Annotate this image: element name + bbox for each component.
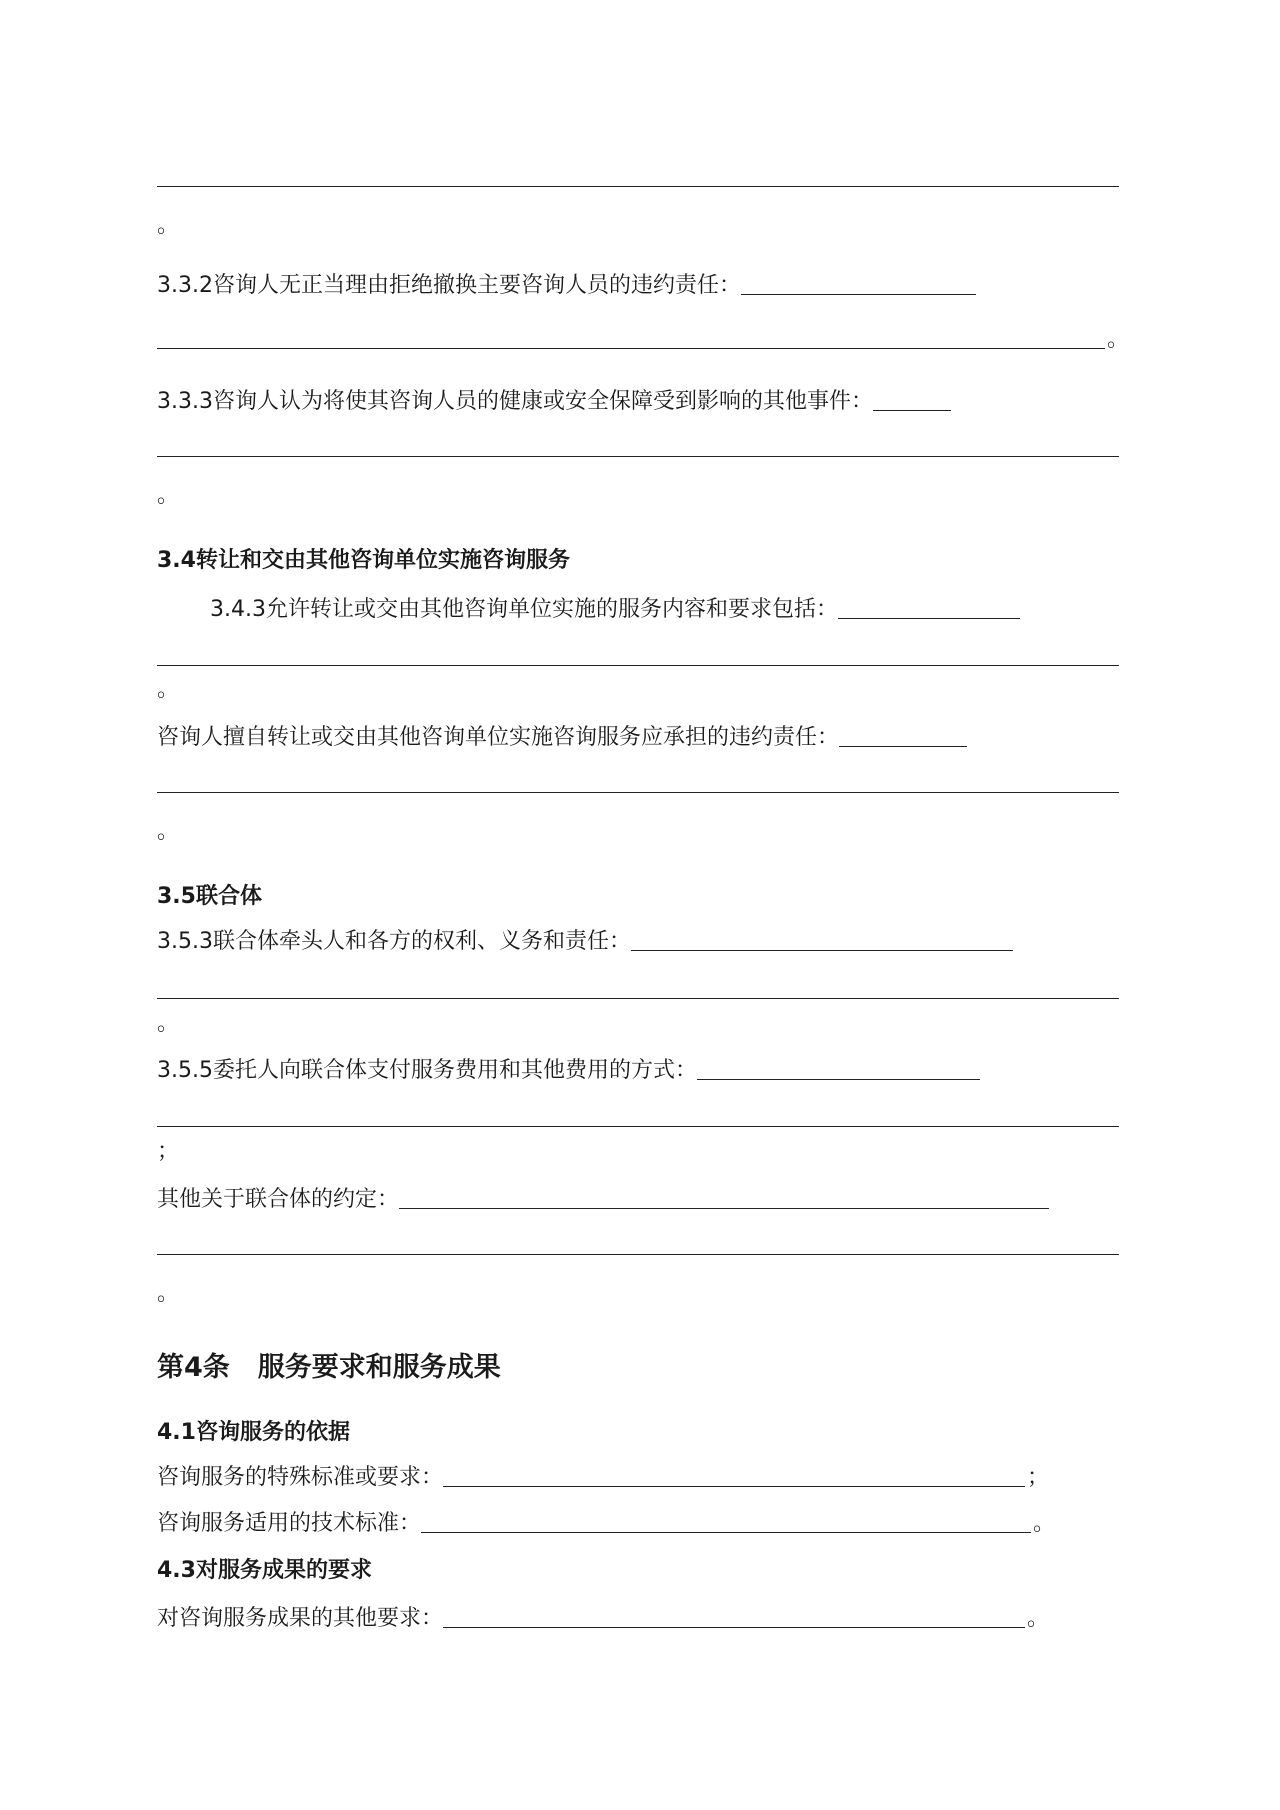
end-punctuation: 。 [1027,1606,1050,1631]
fill-blank[interactable] [873,410,951,411]
article-4-title: 服务要求和服务成果 [257,1352,501,1383]
fill-blank[interactable] [697,1079,980,1080]
clause-3-5-other [157,1180,1049,1214]
clause-3-4-liability [157,718,967,752]
fill-blank[interactable] [631,950,1013,951]
fill-blank-line[interactable] [157,1126,1119,1127]
tech-standards-label: 咨询服务适用的技术标准： [157,1511,422,1536]
end-punctuation: 。 [157,1011,180,1036]
tech-standards-row [157,1504,1055,1538]
fill-blank-line[interactable] [157,1254,1119,1255]
article-4-heading [157,1342,501,1382]
fill-blank[interactable] [443,1486,1025,1487]
end-punctuation: 。 [1107,327,1130,352]
clause-3-4-3 [210,590,1020,624]
end-punctuation: 。 [157,677,180,702]
fill-blank[interactable] [741,294,976,295]
clause-3-5-other-label: 其他关于联合体的约定： [157,1187,400,1212]
clause-3-4-liability-label: 咨询人擅自转让或交由其他咨询单位实施咨询服务应承担的违约责任： [157,725,840,750]
fill-blank[interactable] [838,618,1020,619]
clause-3-5-5-label: 3.5.5委托人向联合体支付服务费用和其他费用的方式： [157,1058,697,1083]
section-3-5-heading [157,877,262,911]
fill-blank-line[interactable] [157,186,1119,187]
section-3-5-title: 3.5联合体 [157,884,262,909]
clause-3-3-3 [157,382,951,416]
clause-3-3-2-continuation [157,320,1129,354]
end-punctuation: 。 [157,213,180,238]
other-requirements-row [157,1599,1049,1633]
special-standards-row [157,1458,1049,1492]
clause-3-3-2-label: 3.3.2咨询人无正当理由拒绝撤换主要咨询人员的违约责任： [157,273,741,298]
end-punctuation: ； [1027,1465,1050,1490]
fill-blank[interactable] [839,746,967,747]
section-4-3-heading [157,1551,372,1585]
section-3-4-title: 3.4转让和交由其他咨询单位实施咨询服务 [157,548,570,573]
clause-3-4-3-label: 3.4.3允许转让或交由其他咨询单位实施的服务内容和要求包括： [210,597,838,622]
clause-3-5-5 [157,1051,980,1085]
fill-blank[interactable] [421,1532,1031,1533]
fill-blank[interactable] [399,1208,1049,1209]
end-punctuation: ； [157,1139,180,1164]
fill-blank-line[interactable] [157,456,1119,457]
clause-3-3-3-label: 3.3.3咨询人认为将使其咨询人员的健康或安全保障受到影响的其他事件： [157,389,873,414]
section-3-4-heading [157,541,570,575]
end-punctuation: 。 [157,1281,180,1306]
end-punctuation: 。 [1033,1511,1056,1536]
end-punctuation: 。 [157,819,180,844]
end-punctuation: 。 [157,483,180,508]
fill-blank[interactable] [443,1627,1025,1628]
special-standards-label: 咨询服务的特殊标准或要求： [157,1465,444,1490]
fill-blank-line[interactable] [157,792,1119,793]
fill-blank-line[interactable] [157,998,1119,999]
clause-3-5-3 [157,922,1013,956]
clause-3-3-2 [157,266,976,300]
section-4-3-title: 4.3对服务成果的要求 [157,1558,372,1583]
fill-blank-line[interactable] [157,665,1119,666]
section-4-1-heading [157,1413,350,1447]
clause-3-5-3-label: 3.5.3联合体牵头人和各方的权利、义务和责任： [157,929,631,954]
other-requirements-label: 对咨询服务成果的其他要求： [157,1606,444,1631]
section-4-1-title: 4.1咨询服务的依据 [157,1420,350,1445]
article-4-number: 第4条 [157,1352,230,1383]
fill-blank-line[interactable] [157,348,1105,349]
